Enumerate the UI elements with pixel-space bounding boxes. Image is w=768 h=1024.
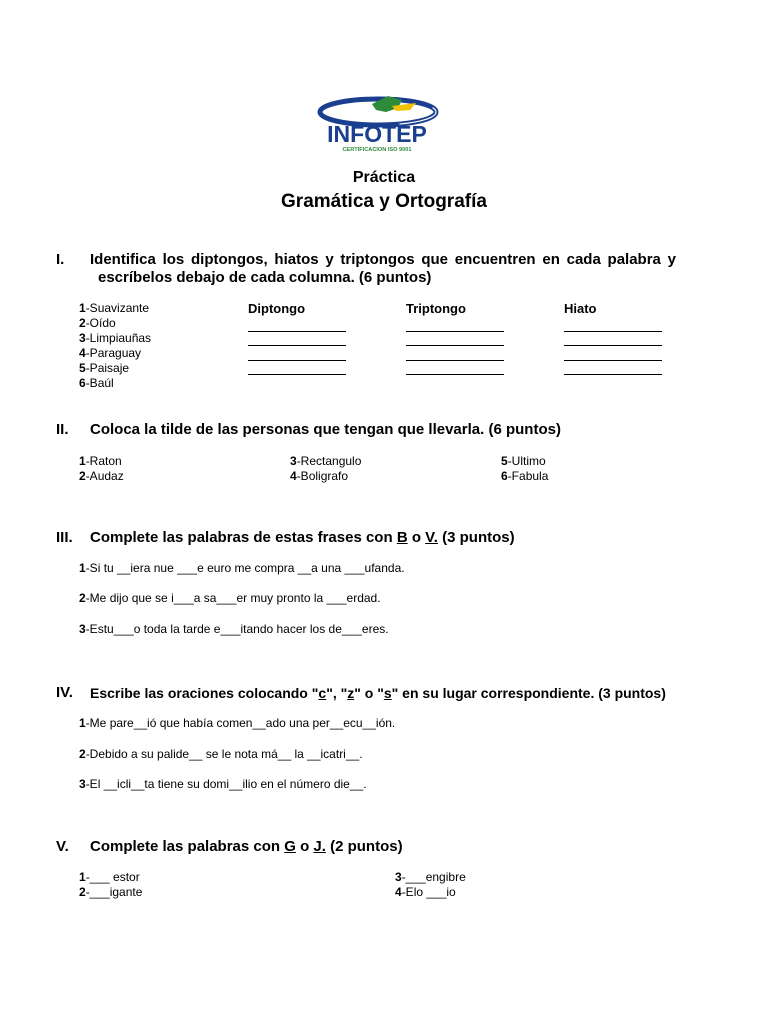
word-item: 5-Paisaje	[79, 361, 130, 375]
word-item: 2-___igante	[79, 885, 143, 899]
word-item: 1-Suavizante	[79, 301, 150, 315]
word-item: 5-Ultimo	[501, 454, 546, 468]
answer-blank[interactable]	[406, 360, 504, 361]
sentence-item: 1-Si tu __iera nue ___e euro me compra __a una ___ufanda.	[79, 561, 405, 575]
section-2-instruction: Coloca la tilde de las personas que tengan que llevarla. (6 puntos)	[90, 421, 561, 438]
infotep-logo	[306, 92, 448, 154]
answer-blank[interactable]	[248, 374, 346, 375]
section-4-number: IV.	[56, 684, 73, 701]
sentence-item: 3-El __icli__ta tiene su domi__ilio en el número die__.	[79, 777, 367, 791]
section-4-instruction: Escribe las oraciones colocando "c", "z" o "s" en su lugar correspondiente. (3 puntos)	[90, 685, 666, 701]
answer-blank[interactable]	[564, 345, 662, 346]
word-item: 6-Fabula	[501, 469, 549, 483]
answer-blank[interactable]	[564, 331, 662, 332]
section-5-number: V.	[56, 838, 69, 855]
section-3-instruction: Complete las palabras de estas frases con B o V. (3 puntos)	[90, 529, 515, 546]
section-3-number: III.	[56, 529, 73, 546]
word-item: 3-Limpiauñas	[79, 331, 152, 345]
sentence-item: 1-Me pare__ió que había comen__ado una per__ecu__ión.	[79, 716, 396, 730]
answer-blank[interactable]	[406, 345, 504, 346]
word-item: 4-Elo ___io	[395, 885, 456, 899]
section-5-col1	[79, 870, 142, 900]
section-2-col1	[79, 454, 124, 484]
word-item: 1-Raton	[79, 454, 122, 468]
answer-blank[interactable]	[406, 331, 504, 332]
column-header-diptongo: Diptongo	[248, 301, 306, 316]
section-5-instruction: Complete las palabras con G o J. (2 puntos)	[90, 838, 403, 855]
section-2-col2	[290, 454, 361, 484]
sentence-item: 2-Me dijo que se i___a sa___er muy pronto la ___erdad.	[79, 591, 381, 605]
sentence-item: 3-Estu___o toda la tarde e___itando hacer los de___eres.	[79, 622, 389, 636]
answer-blank[interactable]	[248, 360, 346, 361]
answer-blank[interactable]	[248, 331, 346, 332]
word-item: 4-Boligrafo	[290, 469, 349, 483]
answer-blank[interactable]	[248, 345, 346, 346]
answer-blank[interactable]	[564, 360, 662, 361]
answer-blank[interactable]	[564, 374, 662, 375]
word-item: 3-___engibre	[395, 870, 466, 884]
section-2-number: II.	[56, 421, 69, 438]
section-1-word-list	[79, 301, 151, 391]
word-item: 4-Paraguay	[79, 346, 142, 360]
column-header-hiato: Hiato	[564, 301, 597, 316]
page-title: Práctica	[352, 169, 416, 186]
answer-blank[interactable]	[406, 374, 504, 375]
section-5-col2	[395, 870, 466, 900]
page-subtitle: Gramática y Ortografía	[281, 191, 487, 212]
word-item: 3-Rectangulo	[290, 454, 362, 468]
section-1-instruction-line1: Identifica los diptongos, hiatos y triptongos que encuentren en cada palabra y	[90, 251, 676, 268]
sentence-item: 2-Debido a su palide__ se le nota má__ la __icatri__.	[79, 747, 363, 761]
word-item: 2-Oído	[79, 316, 116, 330]
logo-name: INFOTEP	[327, 121, 427, 147]
section-1-number: I.	[56, 251, 65, 268]
column-header-triptongo: Triptongo	[406, 301, 466, 316]
logo-subtitle: CERTIFICACION ISO 9001	[342, 147, 412, 153]
word-item: 2-Audaz	[79, 469, 124, 483]
word-item: 6-Baúl	[79, 376, 114, 390]
section-1-instruction-line2: escríbelos debajo de cada columna. (6 puntos)	[98, 269, 432, 286]
section-2-col3	[501, 454, 548, 484]
word-item: 1-___ estor	[79, 870, 140, 884]
